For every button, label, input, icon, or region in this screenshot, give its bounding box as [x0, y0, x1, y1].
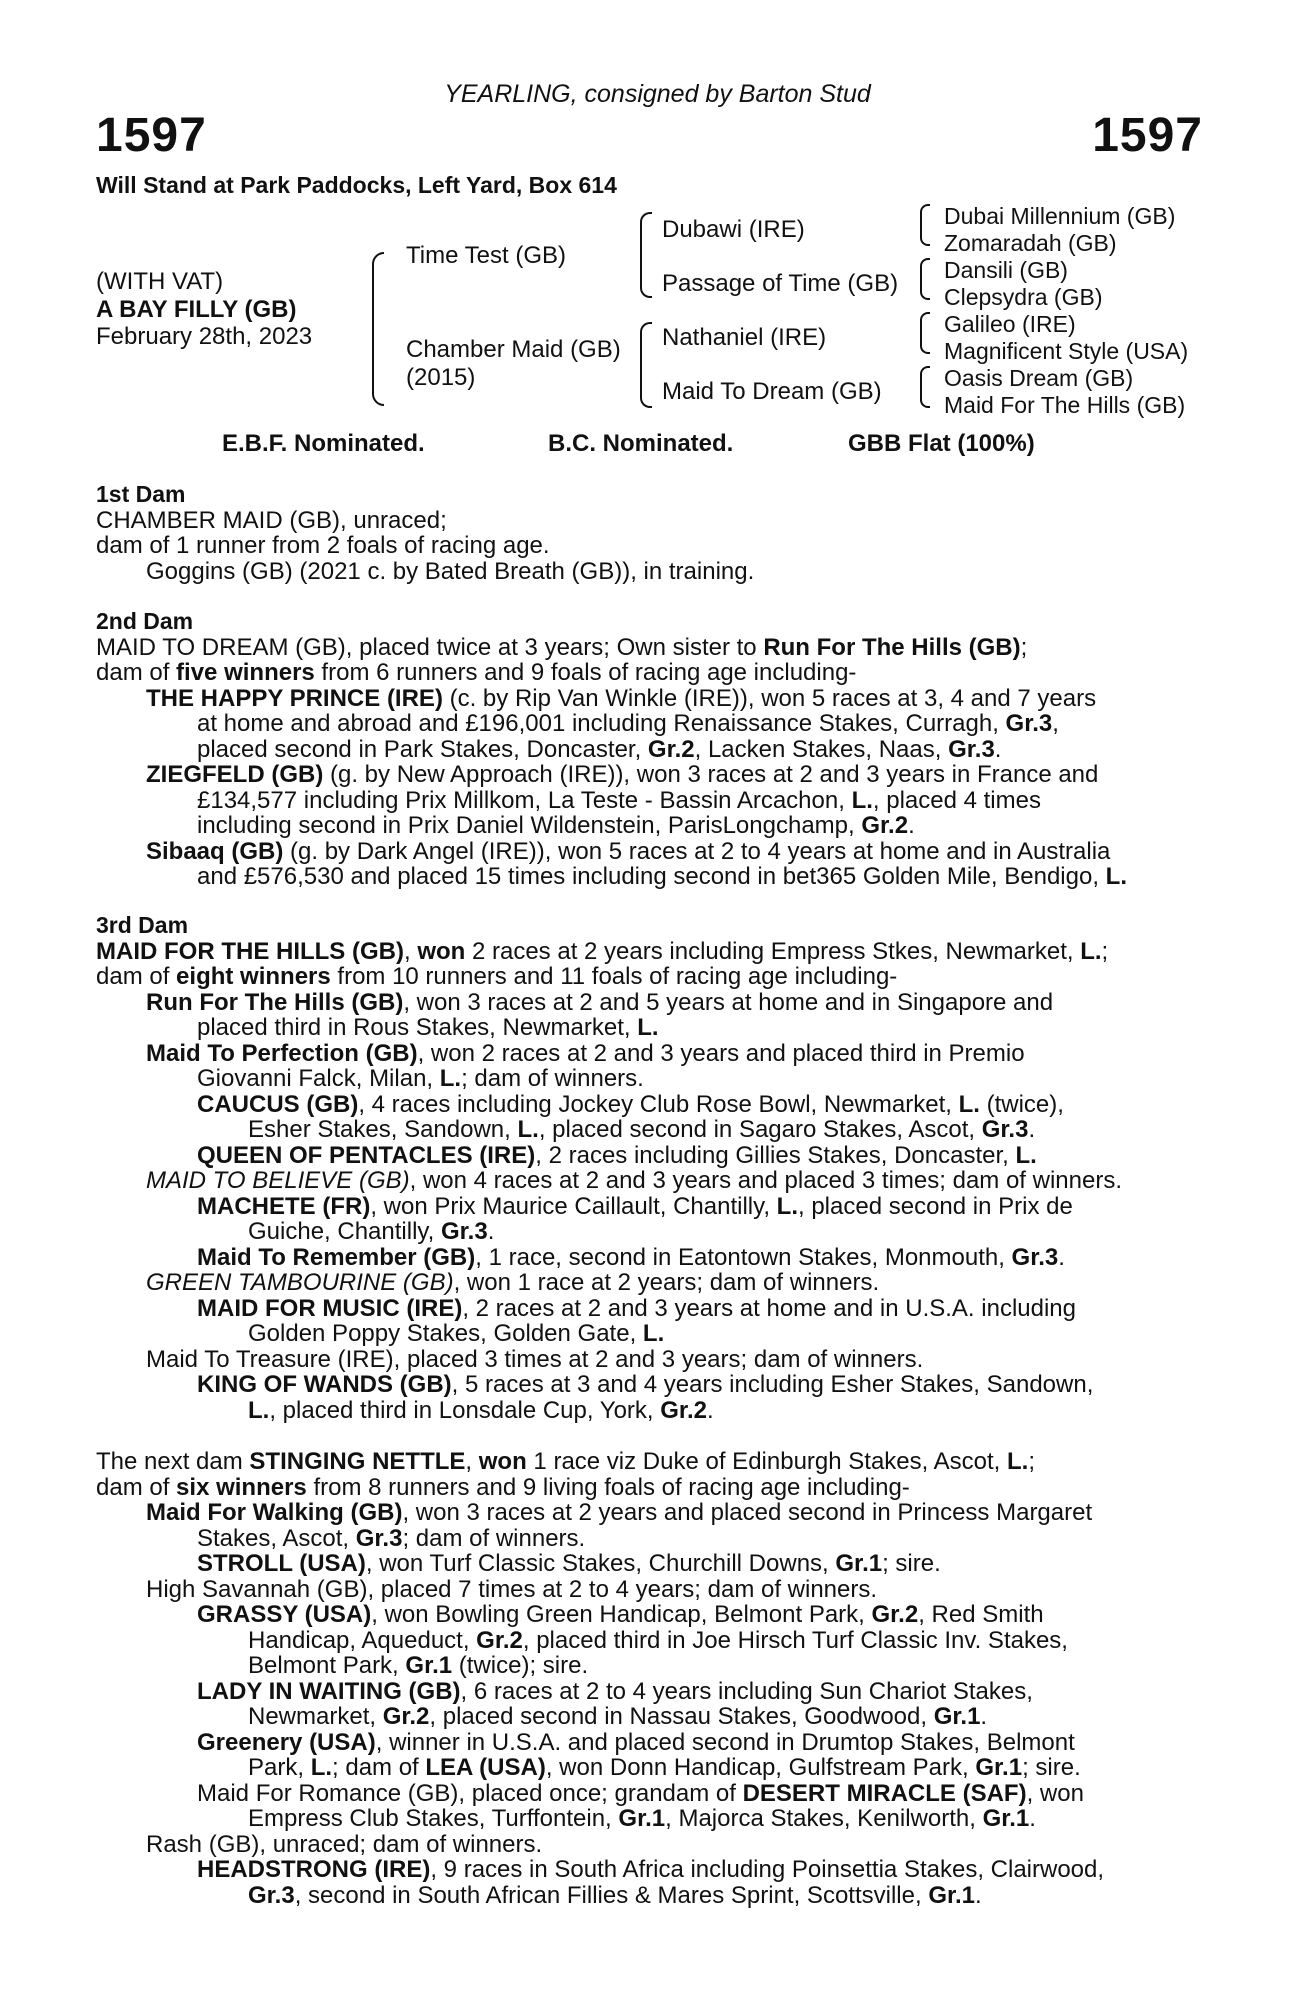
produce-entry: QUEEN OF PENTACLES (IRE), 2 races including Gillies Stakes, Doncaster, L.	[197, 1141, 1037, 1169]
produce-entry: HEADSTRONG (IRE), 9 races in South Africa including Poinsettia Stakes, Clairwood,	[197, 1856, 1105, 1883]
produce-entry-cont: and £576,530 and placed 15 times including second in bet365 Golden Mile, Bendigo, L.	[197, 863, 1127, 890]
produce-entry-cont: Handicap, Aqueduct, Gr.2, placed third in Joe Hirsch Turf Classic Inv. Stakes,	[248, 1626, 1068, 1654]
second-dam-section	[96, 609, 1200, 890]
sds: Dansili (GB)	[944, 257, 1068, 283]
horse-dob: February 28th, 2023	[96, 323, 313, 350]
produce-entry: STROLL (USA), won Turf Classic Stakes, Churchill Downs, Gr.1; sire.	[197, 1550, 941, 1577]
vat-note: (WITH VAT)	[96, 268, 224, 295]
produce-entry: THE HAPPY PRINCE (IRE) (c. by Rip Van Winkle (IRE)), won 5 races at 3, 4 and 7 years	[146, 684, 1097, 712]
second-dam-title: 2nd Dam	[96, 608, 194, 634]
location-line: Will Stand at Park Paddocks, Left Yard, Box 614	[96, 172, 617, 198]
produce-entry-cont: L., placed third in Lonsdale Cup, York, Gr.2.	[248, 1396, 714, 1424]
ebf-nomination: E.B.F. Nominated.	[222, 430, 425, 457]
third-dam-intro: MAID FOR THE HILLS (GB), won 2 races at 2 years including Empress Stkes, Newmarket, L.;	[96, 937, 1109, 965]
produce-entry-cont: Empress Club Stakes, Turffontein, Gr.1, Majorca Stakes, Kenilworth, Gr.1.	[248, 1805, 1036, 1832]
produce-entry-cont: £134,577 including Prix Millkom, La Teste - Bassin Arcachon, L., placed 4 times	[197, 786, 1041, 814]
gbb-nomination: GBB Flat (100%)	[848, 430, 1035, 457]
produce-entry: Maid To Treasure (IRE), placed 3 times at 2 and 3 years; dam of winners.	[146, 1345, 924, 1373]
produce-entry: Greenery (USA), winner in U.S.A. and placed second in Drumtop Stakes, Belmont	[197, 1728, 1075, 1756]
pedigree-brace-dd	[920, 366, 930, 408]
produce-entry: High Savannah (GB), placed 7 times at 2 to 4 years; dam of winners.	[146, 1575, 878, 1603]
lot-number-right: 1597	[1092, 109, 1203, 162]
produce-entry: Maid For Romance (GB), placed once; grandam of DESERT MIRACLE (SAF), won	[197, 1779, 1084, 1807]
produce-entry-cont: at home and abroad and £196,001 including Renaissance Stakes, Curragh, Gr.3,	[197, 710, 1059, 737]
produce-entry: ZIEGFELD (GB) (g. by New Approach (IRE)), won 3 races at 2 and 3 years in France and	[146, 761, 1099, 788]
produce-entry-cont: Newmarket, Gr.2, placed second in Nassau Stakes, Goodwood, Gr.1.	[248, 1703, 988, 1730]
produce-entry-cont: Esher Stakes, Sandown, L., placed second in Sagaro Stakes, Ascot, Gr.3.	[248, 1116, 1036, 1143]
first-dam-produce: Goggins (GB) (2021 c. by Bated Breath (GB)), in training.	[146, 557, 755, 585]
dam-sire: Nathaniel (IRE)	[662, 324, 827, 351]
first-dam-section	[96, 482, 1200, 584]
produce-entry: Sibaaq (GB) (g. by Dark Angel (IRE)), won 5 races at 2 to 4 years at home and in Australia	[146, 837, 1111, 865]
dam: Chamber Maid (GB)	[406, 336, 621, 363]
produce-entry: Run For The Hills (GB), won 3 races at 2 and 5 years at home and in Singapore and	[146, 988, 1054, 1016]
sire-dam: Passage of Time (GB)	[662, 270, 899, 297]
horse-name: A BAY FILLY (GB)	[96, 296, 297, 323]
pedigree-brace-ds	[920, 312, 930, 354]
produce-entry: MAID TO BELIEVE (GB), won 4 races at 2 and 3 years and placed 3 times; dam of winners.	[146, 1167, 1123, 1194]
produce-entry: Maid To Remember (GB), 1 race, second in Eatontown Stakes, Monmouth, Gr.3.	[197, 1243, 1065, 1271]
produce-entry-cont: placed third in Rous Stakes, Newmarket, L.	[197, 1014, 659, 1041]
sdd: Clepsydra (GB)	[944, 284, 1103, 310]
produce-entry-cont: Belmont Park, Gr.1 (twice); sire.	[248, 1652, 589, 1679]
pedigree-brace-dam	[640, 322, 652, 408]
produce-entry: LADY IN WAITING (GB), 6 races at 2 to 4 years including Sun Chariot Stakes,	[197, 1677, 1033, 1705]
pedigree-brace-sd	[920, 258, 930, 300]
pedigree-brace-sire	[640, 212, 652, 298]
produce-entry-cont: Guiche, Chantilly, Gr.3.	[248, 1218, 495, 1245]
produce-entry-cont: Giovanni Falck, Milan, L.; dam of winners.	[197, 1065, 644, 1092]
dsd: Magnificent Style (USA)	[944, 338, 1189, 364]
dds: Oasis Dream (GB)	[944, 365, 1134, 391]
produce-entry: MACHETE (FR), won Prix Maurice Caillault, Chantilly, L., placed second in Prix de	[197, 1192, 1073, 1220]
produce-entry: Rash (GB), unraced; dam of winners.	[146, 1830, 543, 1858]
produce-entry: GREEN TAMBOURINE (GB), won 1 race at 2 years; dam of winners.	[146, 1269, 880, 1296]
produce-entry: Maid For Walking (GB), won 3 races at 2 years and placed second in Princess Margaret	[146, 1499, 1093, 1526]
ddd: Maid For The Hills (GB)	[944, 392, 1186, 418]
produce-entry: Maid To Perfection (GB), won 2 races at 2 and 3 years and placed third in Premio	[146, 1039, 1025, 1067]
produce-entry-cont: placed second in Park Stakes, Doncaster, Gr.2, Lacken Stakes, Naas, Gr.3.	[197, 735, 1002, 763]
produce-entry: CAUCUS (GB), 4 races including Jockey Club Rose Bowl, Newmarket, L. (twice),	[197, 1090, 1064, 1118]
consignment-header: YEARLING, consigned by Barton Stud	[444, 80, 871, 108]
third-dam-title: 3rd Dam	[96, 912, 189, 938]
sire: Time Test (GB)	[406, 242, 567, 269]
next-dam-intro: The next dam STINGING NETTLE, won 1 race viz Duke of Edinburgh Stakes, Ascot, L.;	[96, 1448, 1036, 1475]
third-dam-record: dam of eight winners from 10 runners and 11 foals of racing age including-	[96, 963, 898, 990]
produce-entry-cont: Golden Poppy Stakes, Golden Gate, L.	[248, 1320, 665, 1347]
pedigree-brace-ss	[920, 204, 930, 246]
produce-entry: MAID FOR MUSIC (IRE), 2 races at 2 and 3 years at home and in U.S.A. including	[197, 1294, 1076, 1322]
produce-entry-cont: Gr.3, second in South African Fillies & Mares Sprint, Scottsville, Gr.1.	[248, 1881, 982, 1909]
next-dam-section	[96, 1449, 1200, 1908]
lot-number-left: 1597	[96, 109, 207, 162]
sss: Dubai Millennium (GB)	[944, 203, 1176, 229]
sire-sire: Dubawi (IRE)	[662, 216, 805, 243]
produce-entry-cont: Park, L.; dam of LEA (USA), won Donn Handicap, Gulfstream Park, Gr.1; sire.	[248, 1754, 1081, 1781]
next-dam-record: dam of six winners from 8 runners and 9 living foals of racing age including-	[96, 1473, 910, 1501]
first-dam-line: CHAMBER MAID (GB), unraced;	[96, 506, 447, 534]
first-dam-line: dam of 1 runner from 2 foals of racing age.	[96, 532, 550, 559]
dam-year: (2015)	[406, 364, 476, 391]
second-dam-record: dam of five winners from 6 runners and 9 foals of racing age including-	[96, 659, 857, 686]
second-dam-intro: MAID TO DREAM (GB), placed twice at 3 years; Own sister to Run For The Hills (GB);	[96, 633, 1028, 661]
produce-entry: KING OF WANDS (GB), 5 races at 3 and 4 years including Esher Stakes, Sandown,	[197, 1371, 1094, 1398]
pedigree-brace-1	[372, 252, 384, 406]
dss: Galileo (IRE)	[944, 311, 1076, 337]
bc-nomination: B.C. Nominated.	[548, 430, 734, 457]
dam-dam: Maid To Dream (GB)	[662, 378, 882, 405]
produce-entry: GRASSY (USA), won Bowling Green Handicap, Belmont Park, Gr.2, Red Smith	[197, 1601, 1044, 1628]
third-dam-section	[96, 913, 1200, 1423]
produce-entry-cont: Stakes, Ascot, Gr.3; dam of winners.	[197, 1524, 586, 1552]
produce-entry-cont: including second in Prix Daniel Wildenstein, ParisLongchamp, Gr.2.	[197, 812, 915, 839]
first-dam-title: 1st Dam	[96, 481, 186, 507]
ssd: Zomaradah (GB)	[944, 230, 1117, 256]
